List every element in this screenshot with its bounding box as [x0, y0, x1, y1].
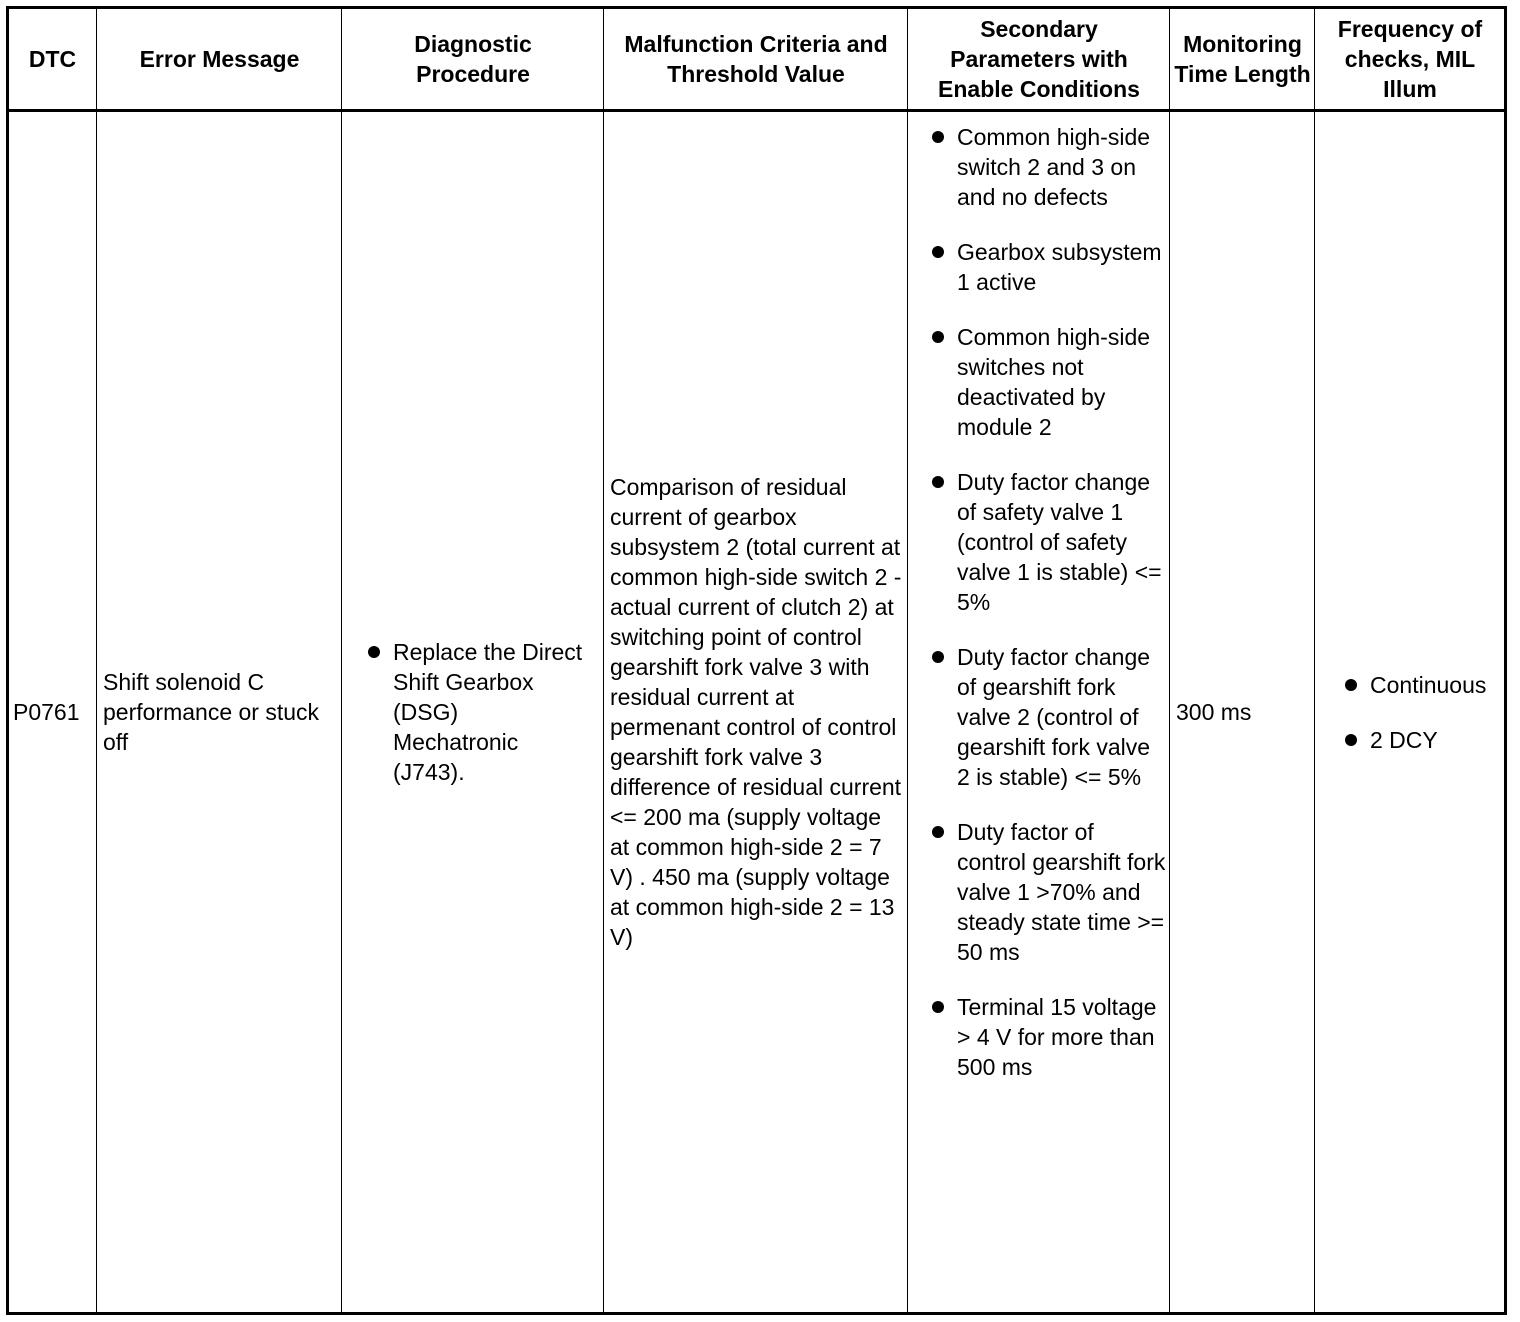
bullet-icon — [932, 651, 944, 663]
header-error-message: Error Message — [139, 46, 300, 72]
list-item: Gearbox subsystem 1 active — [923, 237, 1169, 297]
list-item: Duty factor change of safety valve 1 (control of safety valve 1 is stable) <= 5% — [923, 467, 1169, 617]
monitoring-time-text: 300 ms — [1176, 699, 1252, 725]
header-secondary-parameters: Secondary Parameters with Enable Conditions — [938, 16, 1140, 102]
bullet-icon — [932, 331, 944, 343]
bullet-icon — [932, 246, 944, 258]
dtc-table — [6, 6, 1507, 1315]
header-diagnostic-procedure: Diagnostic Procedure — [414, 31, 532, 87]
cell-monitoring-time — [1171, 112, 1314, 1312]
column-divider — [96, 9, 97, 1312]
list-item: 2 DCY — [1336, 725, 1486, 755]
cell-secondary-parameters — [909, 112, 1169, 1312]
header-monitoring-time: Monitoring Time Length — [1174, 31, 1311, 87]
bullet-icon — [932, 826, 944, 838]
column-divider — [1314, 9, 1315, 1312]
column-divider — [907, 9, 908, 1312]
column-divider — [1169, 9, 1170, 1312]
cell-malfunction-criteria — [605, 112, 907, 1312]
bullet-icon — [932, 131, 944, 143]
cell-frequency — [1316, 112, 1504, 1312]
bullet-icon — [932, 1001, 944, 1013]
bullet-icon — [1345, 679, 1357, 691]
header-frequency: Frequency of checks, MIL Illum — [1337, 16, 1483, 102]
bullet-icon — [932, 476, 944, 488]
cell-dtc — [9, 112, 96, 1312]
bullet-icon — [1345, 734, 1357, 746]
list-item: Duty factor change of gearshift fork valve 2 (control of gearshift fork valve 2 is stable) <= 5% — [923, 642, 1169, 792]
column-divider — [341, 9, 342, 1312]
list-item: Common high-side switches not deactivated by module 2 — [923, 322, 1169, 442]
error-message-text: Shift solenoid C performance or stuck off — [103, 669, 320, 755]
diagnostic-procedure-list — [359, 637, 585, 787]
list-item: Terminal 15 voltage > 4 V for more than 500 ms — [923, 992, 1169, 1082]
list-item: Replace the Direct Shift Gearbox (DSG) Mechatronic (J743). — [359, 637, 585, 787]
frequency-list — [1336, 670, 1486, 755]
header-dtc: DTC — [28, 46, 77, 72]
bullet-icon — [368, 646, 380, 658]
list-item: Duty factor of control gearshift fork valve 1 >70% and steady state time >= 50 ms — [923, 817, 1169, 967]
list-item: Continuous — [1336, 670, 1486, 700]
dtc-code: P0761 — [13, 699, 80, 725]
cell-error-message — [98, 112, 341, 1312]
secondary-parameters-list — [923, 122, 1169, 1082]
list-item: Common high-side switch 2 and 3 on and no defects — [923, 122, 1169, 212]
cell-diagnostic-procedure — [343, 112, 603, 1312]
malfunction-criteria-text: Comparison of residual current of gearbox subsystem 2 (total current at common high-side switch 2 -actual current of clutch 2) at switching point of control gearshift fork valve 3 with residual current at permenant control of control gearshift fork valve 3 difference of residual current <= 200 ma (supply voltage at common high-side 2 = 7 V) . 450 ma (supply voltage at common high-side 2 = 13 V) — [610, 474, 902, 950]
column-divider — [603, 9, 604, 1312]
header-malfunction-criteria: Malfunction Criteria and Threshold Value — [624, 31, 888, 87]
